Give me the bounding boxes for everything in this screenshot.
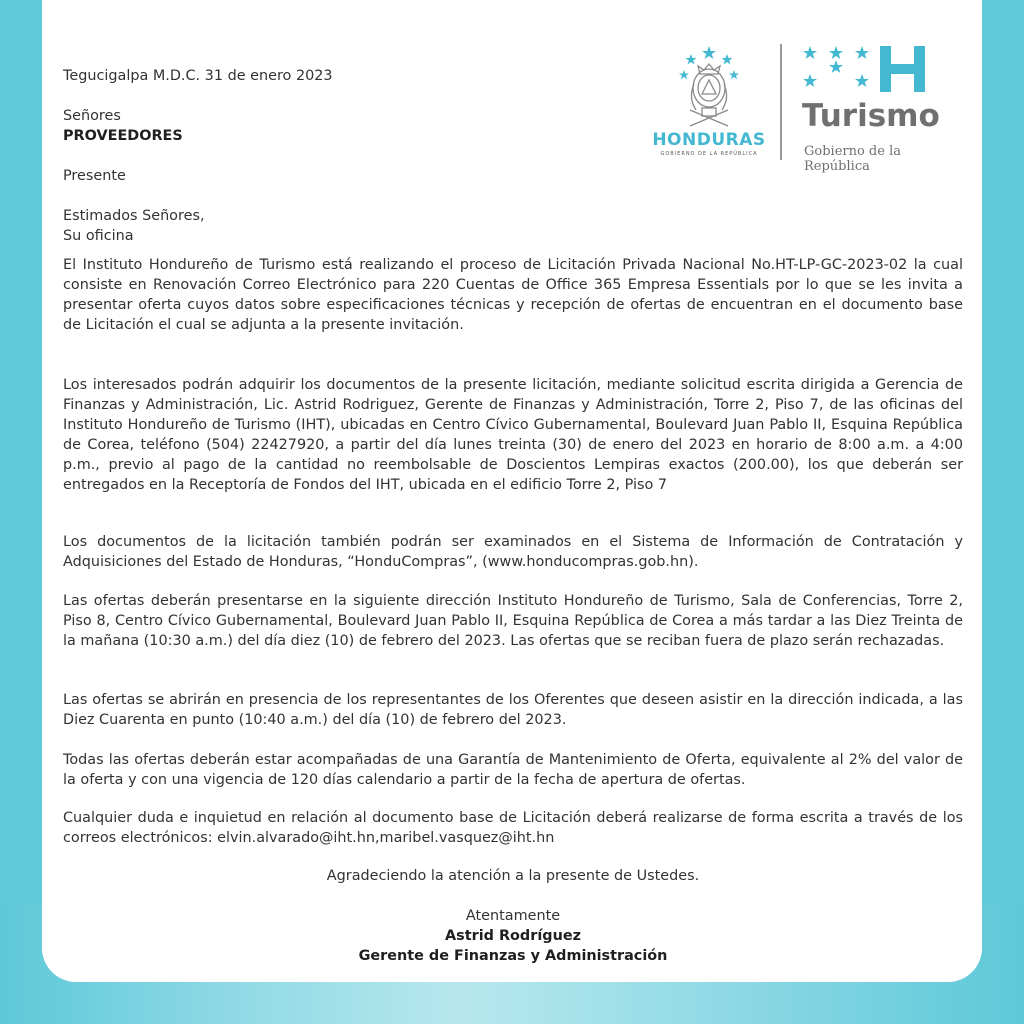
place-date: Tegucigalpa M.D.C. 31 de enero 2023 xyxy=(63,68,333,84)
honduras-wordmark: HONDURAS xyxy=(652,130,766,150)
paragraph-invitation: El Instituto Hondureño de Turismo está realizando el proceso de Licitación Privada Nacional No.HT-LP-GC-2023-02 la cual consiste en Renovación Correo Electrónico para 220 Cuentas de Office 365 Empresa Essentials por lo que se les invita a presentar oferta cuyos datos sobre especificaciones técnicas y recepción de ofertas de encuentran en el documento base de Licitación el cual se adjunta a la presente invitación. xyxy=(63,257,963,333)
turismo-subtitle: Gobierno de la República xyxy=(804,144,901,174)
salutation: Estimados Señores, xyxy=(63,208,205,224)
paragraph-honducompras: Los documentos de la licitación también podrán ser examinados en el Sistema de Información de Contratación y Adquisiciones del Estado de Honduras, “HonduCompras”, (www.honducompras.gob.hn). xyxy=(63,534,963,570)
honduras-subtitle: GOBIERNO DE LA REPÚBLICA xyxy=(660,151,758,157)
salutation-office: Su oficina xyxy=(63,228,134,244)
paragraph-guarantee: Todas las ofertas deberán estar acompañadas de una Garantía de Mantenimiento de Oferta, equivalente al 2% del valor de la oferta y con una vigencia de 120 días calendario a partir de la fecha de apertura de ofertas. xyxy=(63,752,963,788)
recipient: PROVEEDORES xyxy=(63,128,183,144)
paragraph-contact: Cualquier duda e inquietud en relación al documento base de Licitación deberá realizarse de forma escrita a través de los correos electrónicos: elvin.alvarado@iht.hn,maribel.vasquez@iht.hn xyxy=(63,810,963,846)
paragraph-documents: Los interesados podrán adquirir los documentos de la presente licitación, mediante solicitud escrita dirigida a Gerencia de Finanzas y Administración, Lic. Astrid Rodriguez, Gerente de Finanzas y Administración, Torre 2, Piso 7, de las oficinas del Instituto Hondureño de Turismo (IHT), ubicadas en Centro Cívico Gubernamental, Boulevard Juan Pablo II, Esquina República de Corea, teléfono (504) 22427920, a partir del día lunes treinta (30) de enero del 2023 en horario de 8:00 a.m. a 4:00 p.m., previo al pago de la cantidad no reembolsable de Doscientos Lempiras exactos (200.00), los que deberán ser entregados en la Receptoría de Fondos del IHT, ubicada en el edificio Torre 2, Piso 7 xyxy=(63,377,963,493)
logo-divider xyxy=(780,44,782,160)
closing-thanks: Agradeciendo la atención a la presente de Ustedes. xyxy=(326,868,700,884)
paragraph-opening: Las ofertas se abrirán en presencia de los representantes de los Oferentes que deseen asistir en la dirección indicada, a las Diez Cuarenta en punto (10:40 a.m.) del día (10) de febrero del 2023. xyxy=(63,692,963,728)
signer-title: Gerente de Finanzas y Administración xyxy=(358,948,668,964)
presente: Presente xyxy=(63,168,126,184)
coat-of-arms-icon xyxy=(648,44,770,130)
turismo-logo xyxy=(798,42,968,174)
turismo-wordmark: Turismo xyxy=(802,98,940,134)
greeting: Señores xyxy=(63,108,121,124)
signer-name: Astrid Rodríguez xyxy=(445,928,581,944)
paragraph-submission: Las ofertas deberán presentarse en la siguiente dirección Instituto Hondureño de Turismo, Sala de Conferencias, Torre 2, Piso 8, Centro Cívico Gubernamental, Boulevard Juan Pablo II, Esquina República de Corea a más tardar a las Diez Treinta de la mañana (10:30 a.m.) del día diez (10) de febrero del 2023. Las ofertas que se reciban fuera de plazo serán rechazadas. xyxy=(63,593,963,649)
honduras-logo xyxy=(648,44,770,164)
closing-regards: Atentamente xyxy=(465,908,561,924)
turismo-stars-h-icon xyxy=(798,42,968,96)
